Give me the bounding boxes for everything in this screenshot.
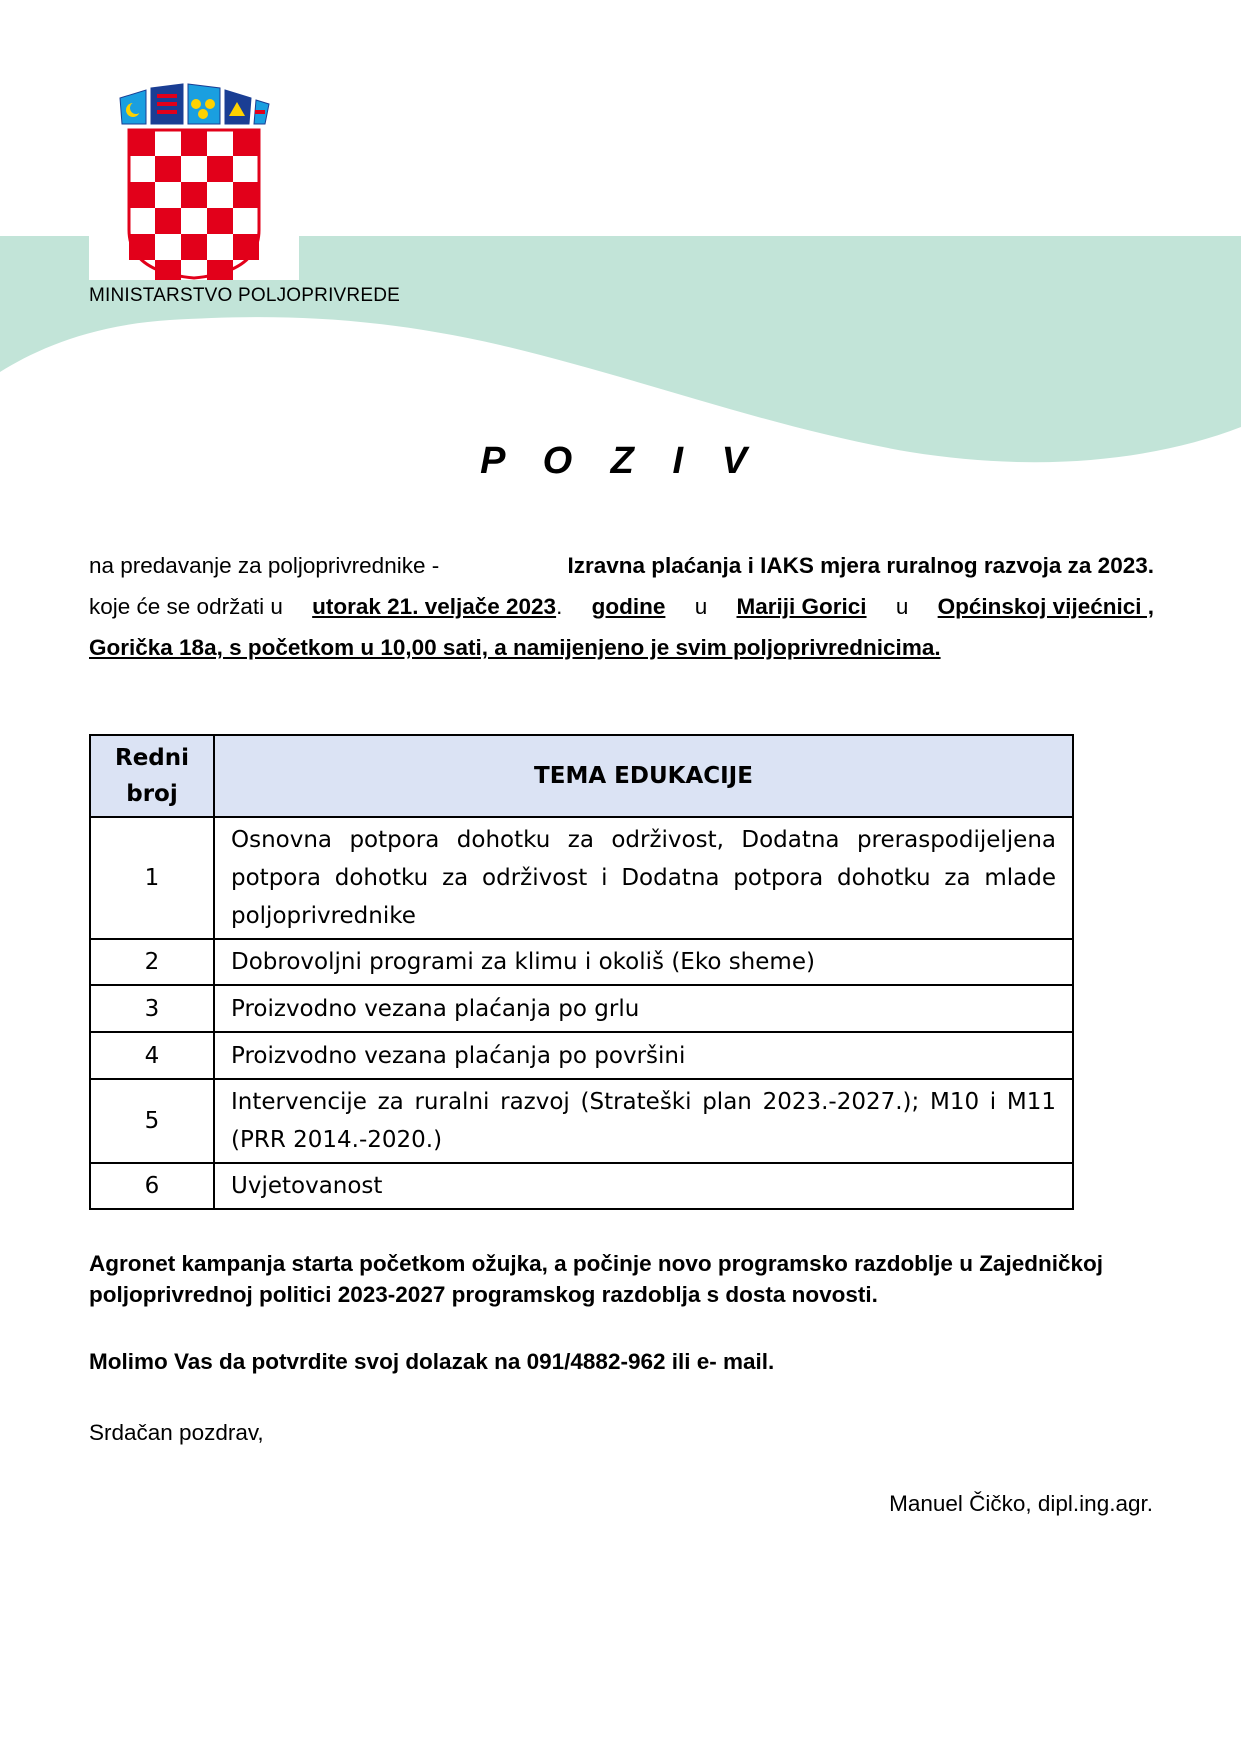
row-number: 6 <box>90 1163 214 1209</box>
checkerboard-square <box>129 182 155 208</box>
table-row <box>90 1032 1073 1079</box>
checkerboard-square <box>129 130 155 156</box>
invitation-intro <box>89 545 1154 668</box>
row-topic: Proizvodno vezana plaćanja po površini <box>214 1032 1073 1079</box>
row-number: 1 <box>90 817 214 939</box>
checkerboard-square <box>155 156 181 182</box>
event-date-suffix: godine <box>591 594 666 619</box>
row-topic: Intervencije za ruralni razvoj (Strateški plan 2023.-2027.); M10 i M11 (PRR 2014.-2020.) <box>214 1079 1073 1163</box>
checkerboard-square <box>181 130 207 156</box>
intro-line-2 <box>89 586 1154 627</box>
signature: Manuel Čičko, dipl.ing.agr. <box>889 1491 1153 1516</box>
row-number: 4 <box>90 1032 214 1079</box>
event-venue: Općinskoj vijećnici , <box>937 594 1154 619</box>
intro-text: . <box>556 594 563 619</box>
row-topic: Uvjetovanost <box>214 1163 1073 1209</box>
row-topic: Dobrovoljni programi za klimu i okoliš (Eko sheme) <box>214 939 1073 985</box>
rsvp-request: Molimo Vas da potvrdite svoj dolazak na 091/4882-962 ili e- mail. <box>89 1349 775 1374</box>
event-topic: Izravna plaćanja i IAKS mjera ruralnog razvoja za 2023. <box>567 553 1154 578</box>
crown-shield-heads <box>191 99 201 109</box>
event-date: utorak 21. veljače 2023 <box>312 594 557 619</box>
row-topic: Osnovna potpora dohotku za održivost, Dodatna preraspodijeljena potpora dohotku za održivost i Dodatna potpora dohotku za mlade poljoprivrednike <box>214 817 1073 939</box>
greeting: Srdačan pozdrav, <box>89 1420 264 1445</box>
topics-table <box>89 734 1074 1210</box>
intro-text: koje će se održati u <box>89 594 283 619</box>
table-header-row <box>90 735 1073 817</box>
checkerboard-square <box>155 208 181 234</box>
page-title: P O Z I V <box>480 440 761 482</box>
checkerboard-shield <box>129 130 259 280</box>
checkerboard-square <box>181 234 207 260</box>
column-header-topic: TEMA EDUKACIJE <box>214 735 1073 817</box>
intro-text: na predavanje za poljoprivrednike - <box>89 553 440 578</box>
croatian-coat-of-arms <box>89 80 299 280</box>
checkerboard-square <box>207 208 233 234</box>
intro-line-3 <box>89 627 1154 668</box>
row-topic: Proizvodno vezana plaćanja po grlu <box>214 985 1073 1032</box>
campaign-notice: Agronet kampanja starta početkom ožujka, a počinje novo programsko razdoblje u Zajedničkoj poljoprivrednoj politici 2023-2027 programskog razdoblja s dosta novosti. <box>89 1251 1103 1307</box>
table-row <box>90 939 1073 985</box>
table-row <box>90 1163 1073 1209</box>
intro-text: u <box>694 594 708 619</box>
table-row <box>90 1079 1073 1163</box>
event-place: Mariji Gorici <box>736 594 867 619</box>
table-row <box>90 985 1073 1032</box>
crown-shield-dubrovnik <box>157 94 177 114</box>
checkerboard-square <box>207 156 233 182</box>
checkerboard-square <box>233 182 259 208</box>
row-number: 3 <box>90 985 214 1032</box>
ministry-name: MINISTARSTVO POLJOPRIVREDE <box>89 285 401 306</box>
checkerboard-square <box>233 130 259 156</box>
intro-line-1 <box>89 545 1154 586</box>
row-number: 5 <box>90 1079 214 1163</box>
column-header-number: Redni broj <box>90 735 214 817</box>
table-row <box>90 817 1073 939</box>
intro-text: u <box>895 594 909 619</box>
checkerboard-square <box>181 182 207 208</box>
event-address-time: Gorička 18a, s početkom u 10,00 sati, a namijenjeno je svim poljoprivrednicima. <box>89 635 941 660</box>
crown-shield-marten <box>255 110 265 114</box>
row-number: 2 <box>90 939 214 985</box>
